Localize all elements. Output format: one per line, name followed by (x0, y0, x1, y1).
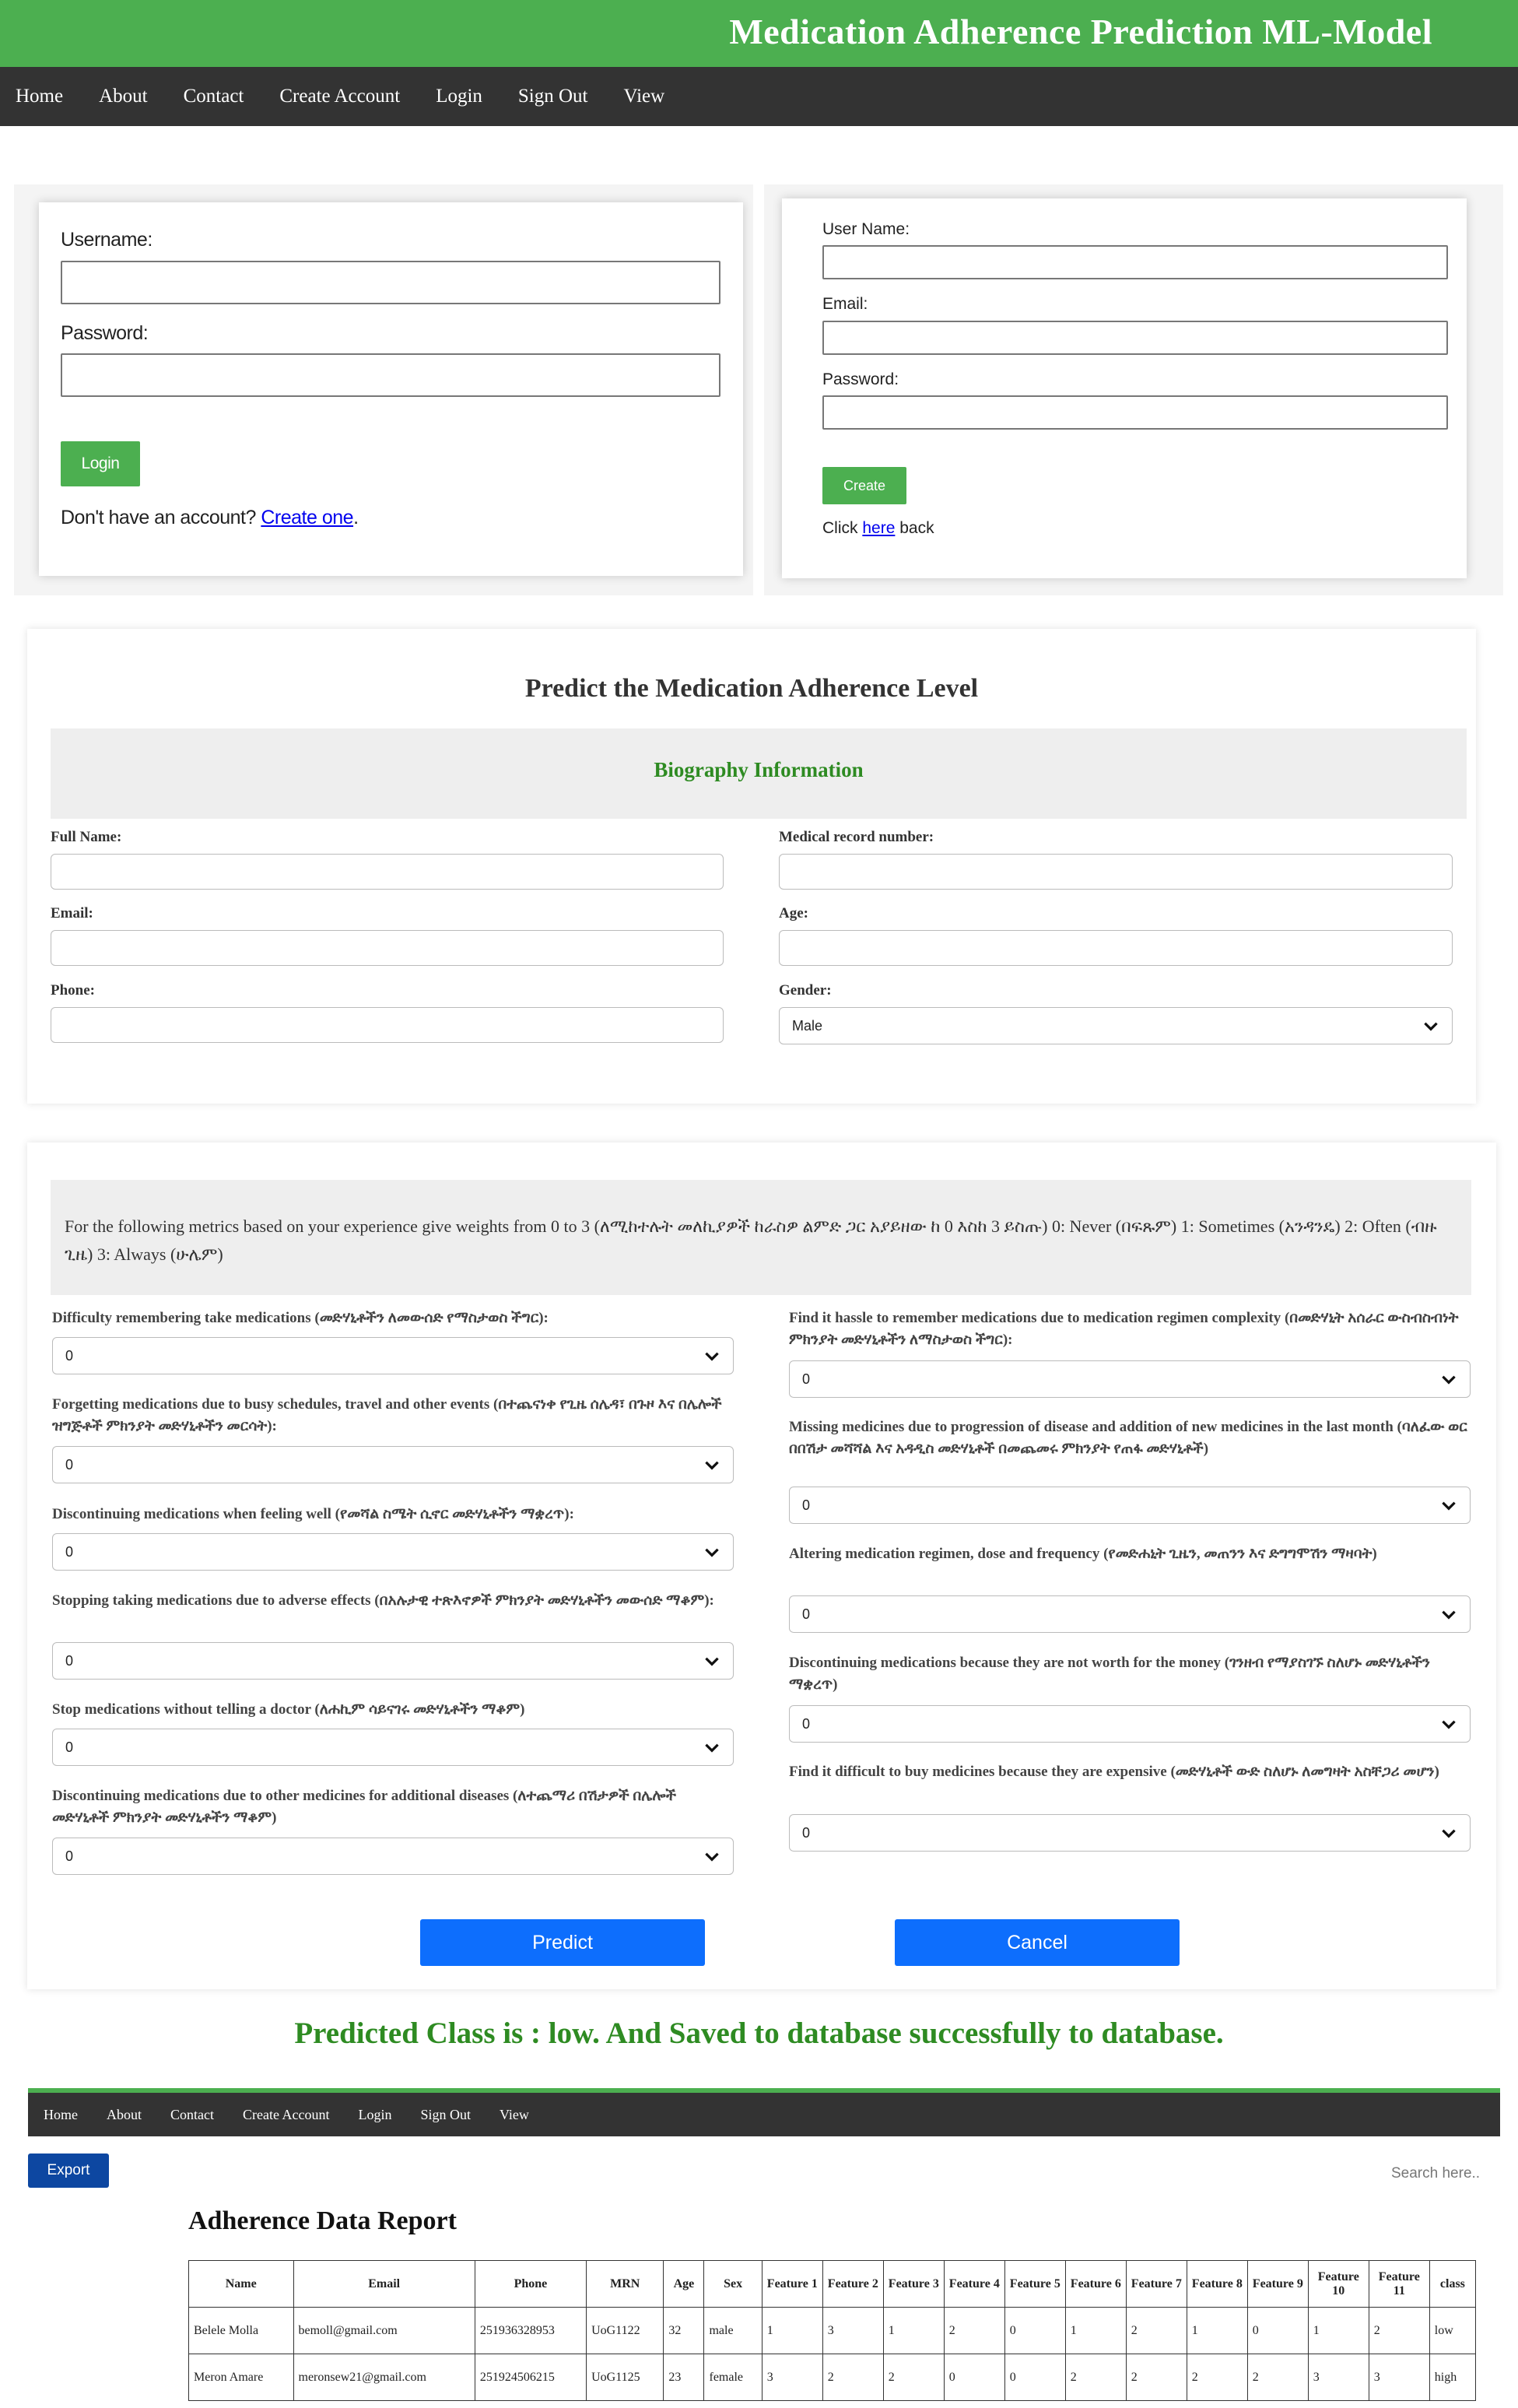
table-header-cell: Feature 1 (762, 2261, 822, 2308)
signup-prompt (61, 507, 359, 529)
create-one-link[interactable]: Create one (261, 507, 354, 528)
nav-login[interactable]: Login (436, 86, 482, 107)
nav-sign-out[interactable]: Sign Out (517, 86, 588, 107)
table-cell: male (704, 2308, 762, 2354)
create-form (782, 198, 1467, 578)
report-nav-sign-out[interactable]: Sign Out (420, 2106, 471, 2122)
table-cell: 0 (944, 2354, 1004, 2401)
chevron-down-icon (702, 1346, 722, 1366)
table-header-cell: Age (664, 2261, 704, 2308)
username-label: Username: (61, 229, 153, 251)
chevron-down-icon (702, 1737, 722, 1757)
chevron-down-icon (702, 1455, 722, 1475)
metric-l1-value: 0 (65, 1347, 74, 1364)
nav-create-account[interactable]: Create Account (279, 86, 401, 107)
login-button[interactable]: Login (61, 441, 140, 486)
mrn-label: Medical record number: (779, 829, 934, 845)
metric-r1-label: Find it hassle to remember medications due to medication regimen complexity (በመድሃኒት አሰራር ውስብስብነት ምክንያት መድሃኒቶችን ለማስታወስ ችግር): (789, 1310, 1459, 1348)
table-cell: 32 (664, 2308, 704, 2354)
table-cell: 23 (664, 2354, 704, 2401)
table-header-row (189, 2261, 1476, 2308)
phone-input[interactable] (51, 1007, 724, 1043)
metric-l5-value: 0 (65, 1739, 74, 1755)
chevron-down-icon (1421, 1016, 1441, 1036)
bio-header (51, 728, 1467, 819)
age-label: Age: (779, 905, 808, 921)
age-input[interactable] (779, 930, 1453, 966)
metric-r1-value: 0 (802, 1371, 811, 1387)
phone-label: Phone: (51, 982, 95, 999)
nav-home[interactable]: Home (16, 86, 64, 107)
export-button[interactable]: Export (28, 2154, 109, 2188)
metric-l6-value: 0 (65, 1848, 74, 1864)
back-prompt-click: Click (822, 519, 858, 537)
table-cell: 2 (1126, 2354, 1187, 2401)
table-cell: 2 (1247, 2354, 1308, 2401)
nav-contact[interactable]: Contact (183, 86, 244, 107)
signup-prompt-period: . (353, 507, 359, 528)
metric-r4-label: Discontinuing medications because they are not worth for the money (ገንዘብ የማያስገኙ ስለሆኑ መድሃኒቶችን ማቋረጥ) (789, 1655, 1431, 1693)
table-cell: Meron Amare (189, 2354, 294, 2401)
table-header-cell: Feature 8 (1187, 2261, 1247, 2308)
full-name-label: Full Name: (51, 829, 122, 845)
chevron-down-icon (702, 1846, 722, 1866)
table-cell: meronsew21@gmail.com (293, 2354, 475, 2401)
metrics-instructions: For the following metrics based on your experience give weights from 0 to 3 (ለሚከተሉት መለኪያዎች ከራስዎ ልምድ ጋር አያይዘው ከ 0 እስከ 3 ይስጡ) 0: Never (በፍጹም) 1: Sometimes (አንዳንዴ) 2: Often (ብዙ ጊዜ) 3: Always (ሁሌም) (51, 1180, 1471, 1295)
metric-l5-label: Stop medications without telling a doctor (ለሐኪም ሳይናገሩ መድሃኒቶችን ማቆም) (52, 1701, 525, 1718)
table-header-cell: Feature 2 (822, 2261, 883, 2308)
metric-l3-value: 0 (65, 1543, 74, 1560)
metric-r5-value: 0 (802, 1824, 811, 1841)
metric-r3-value: 0 (802, 1606, 811, 1622)
create-password-input[interactable] (822, 395, 1448, 430)
predict-card (27, 629, 1476, 1104)
search-input[interactable]: Search here.. (1391, 2165, 1481, 2182)
table-header-cell: Feature 9 (1247, 2261, 1308, 2308)
chevron-down-icon (1439, 1495, 1459, 1515)
app-header (0, 0, 1518, 67)
metric-l4-select[interactable] (52, 1642, 734, 1680)
table-header-cell: Feature 4 (944, 2261, 1004, 2308)
table-cell: 1 (883, 2308, 944, 2354)
username-input[interactable] (61, 261, 720, 304)
table-cell: 3 (762, 2354, 822, 2401)
table-cell: 0 (1004, 2354, 1065, 2401)
report-nav-create-account[interactable]: Create Account (243, 2106, 330, 2122)
chevron-down-icon (1439, 1823, 1459, 1843)
chevron-down-icon (702, 1651, 722, 1671)
metric-l1-label: Difficulty remembering take medications (መድሃኒቶችን ለመውሰድ የማስታወስ ችግር): (52, 1310, 549, 1326)
report-nav-login[interactable]: Login (358, 2106, 392, 2122)
metric-r5-select[interactable] (789, 1814, 1471, 1852)
table-cell: 3 (1308, 2354, 1369, 2401)
table-header-cell: Feature 5 (1004, 2261, 1065, 2308)
table-header-cell: Feature 7 (1126, 2261, 1187, 2308)
table-cell: 251924506215 (475, 2354, 586, 2401)
table-cell: UoG1122 (587, 2308, 664, 2354)
app-title: Medication Adherence Prediction ML-Model (729, 12, 1432, 51)
metric-r5-label: Find it difficult to buy medicines because they are expensive (መድሃኒቶች ውድ ስለሆኑ ለመግዛት አስቸጋሪ መሆን) (789, 1764, 1439, 1780)
metric-l6-select[interactable] (52, 1838, 734, 1875)
full-name-input[interactable] (51, 854, 724, 890)
metric-r3-select[interactable] (789, 1595, 1471, 1633)
metric-r2-value: 0 (802, 1497, 811, 1513)
report-nav-view[interactable]: View (499, 2106, 529, 2122)
table-cell: female (704, 2354, 762, 2401)
table-header-cell: Name (189, 2261, 294, 2308)
table-cell: 3 (1369, 2354, 1429, 2401)
table-row (189, 2308, 1476, 2354)
metric-r3-label: Altering medication regimen, dose and frequency (የመድሐኒት ጊዜን, መጠንን እና ድግግሞሽን ማዛባት) (789, 1546, 1377, 1562)
report-table (188, 2260, 1476, 2401)
table-cell: 1 (1308, 2308, 1369, 2354)
chevron-down-icon (1439, 1714, 1459, 1734)
report-nav-home[interactable]: Home (44, 2106, 78, 2122)
gender-value: Male (792, 1017, 823, 1034)
metric-l2-label: Forgetting medications due to busy schedules, travel and other events (በተጨናነቀ የጊዜ ሰሌዳ፣ በጉዞ እና በሌሎች ዝግጅቶች ምክንያት መድሃኒቶችን መርሳት): (52, 1396, 722, 1434)
table-cell: 1 (1187, 2308, 1247, 2354)
table-cell: 0 (1004, 2308, 1065, 2354)
report-title: Adherence Data Report (188, 2206, 457, 2235)
metric-l1-select[interactable] (52, 1337, 734, 1374)
table-cell: 2 (1065, 2354, 1126, 2401)
predict-title: Predict the Medication Adherence Level (524, 674, 979, 703)
top-nav (0, 67, 1518, 126)
here-link[interactable]: here (862, 519, 896, 537)
mrn-input[interactable] (779, 854, 1453, 890)
metric-l2-select[interactable] (52, 1446, 734, 1483)
metric-r4-select[interactable] (789, 1705, 1471, 1743)
create-button[interactable]: Create (822, 467, 906, 504)
table-cell: 2 (822, 2354, 883, 2401)
table-header-cell: Sex (704, 2261, 762, 2308)
create-username-input[interactable] (822, 245, 1448, 279)
table-cell: UoG1125 (587, 2354, 664, 2401)
metric-r1-select[interactable] (789, 1360, 1471, 1398)
table-cell: 2 (1369, 2308, 1429, 2354)
result-message: Predicted Class is : low. And Saved to database successfully to database. (294, 2017, 1224, 2050)
table-cell: 251936328953 (475, 2308, 586, 2354)
cancel-button[interactable]: Cancel (895, 1919, 1180, 1966)
login-form (39, 202, 743, 576)
chevron-down-icon (702, 1542, 722, 1562)
predict-button[interactable]: Predict (420, 1919, 705, 1966)
metric-l3-label: Discontinuing medications when feeling well (የመሻል ስሜት ሲኖር መድሃኒቶችን ማቋረጥ): (52, 1506, 574, 1522)
table-cell: high (1429, 2354, 1475, 2401)
metric-l2-value: 0 (65, 1456, 74, 1473)
report-nav-contact[interactable]: Contact (170, 2106, 214, 2122)
report-nav (28, 2093, 1500, 2136)
create-password-label: Password: (822, 370, 899, 388)
create-username-label: User Name: (822, 220, 910, 238)
metric-r2-select[interactable] (789, 1487, 1471, 1524)
metric-l4-label: Stopping taking medications due to adverse effects (በአሉታዊ ተጽእኖዎች ምክንያት መድሃኒቶችን መውሰድ ማቆም): (52, 1592, 714, 1609)
table-header-cell: Feature 3 (883, 2261, 944, 2308)
email-label: Email: (51, 905, 93, 921)
report-nav-about[interactable]: About (107, 2106, 142, 2122)
table-row (189, 2354, 1476, 2401)
table-cell: 2 (1126, 2308, 1187, 2354)
password-input[interactable] (61, 353, 720, 397)
table-cell: 3 (822, 2308, 883, 2354)
metric-r4-value: 0 (802, 1715, 811, 1732)
email-input[interactable] (51, 930, 724, 966)
nav-view[interactable]: View (623, 86, 665, 107)
table-cell: 2 (1187, 2354, 1247, 2401)
gender-label: Gender: (779, 982, 832, 999)
back-prompt-back: back (899, 519, 934, 537)
signup-prompt-text: Don't have an account? (61, 507, 256, 528)
create-email-input[interactable] (822, 321, 1448, 355)
table-header-cell: Feature 11 (1369, 2261, 1429, 2308)
metrics-card (27, 1143, 1496, 1989)
back-prompt (822, 519, 934, 538)
nav-about[interactable]: About (99, 86, 148, 107)
metric-l6-label: Discontinuing medications due to other medicines for additional diseases (ለተጨማሪ በሽታዎች በሌሎች መድሃኒቶች ምክንያት መድሃኒቶችን ማቆም) (52, 1788, 677, 1826)
password-label: Password: (61, 322, 149, 344)
metric-r2-label: Missing medicines due to progression of disease and addition of new medicines in the last month (ባለፈው ወር በበሽታ መሻሻል እና አዳዲስ መድሃኒቶች በመጨመሩ ምክንያት የጠፋ መድሃኒቶች) (789, 1419, 1467, 1457)
metric-l5-select[interactable] (52, 1729, 734, 1766)
table-cell: Belele Molla (189, 2308, 294, 2354)
table-header-cell: Feature 6 (1065, 2261, 1126, 2308)
table-header-cell: Phone (475, 2261, 586, 2308)
gender-select[interactable] (779, 1007, 1453, 1044)
table-cell: 1 (1065, 2308, 1126, 2354)
table-cell: 2 (944, 2308, 1004, 2354)
table-cell: 2 (883, 2354, 944, 2401)
table-cell: bemoll@gmail.com (293, 2308, 475, 2354)
table-body (189, 2308, 1476, 2401)
metric-l4-value: 0 (65, 1652, 74, 1669)
table-header-cell: Email (293, 2261, 475, 2308)
table-header-cell: MRN (587, 2261, 664, 2308)
chevron-down-icon (1439, 1369, 1459, 1389)
table-cell: 1 (762, 2308, 822, 2354)
table-cell: low (1429, 2308, 1475, 2354)
bio-heading: Biography Information (654, 758, 864, 781)
table-cell: 0 (1247, 2308, 1308, 2354)
chevron-down-icon (1439, 1604, 1459, 1624)
table-header-cell: class (1429, 2261, 1475, 2308)
metric-l3-select[interactable] (52, 1533, 734, 1571)
create-email-label: Email: (822, 295, 868, 313)
table-header-cell: Feature 10 (1308, 2261, 1369, 2308)
